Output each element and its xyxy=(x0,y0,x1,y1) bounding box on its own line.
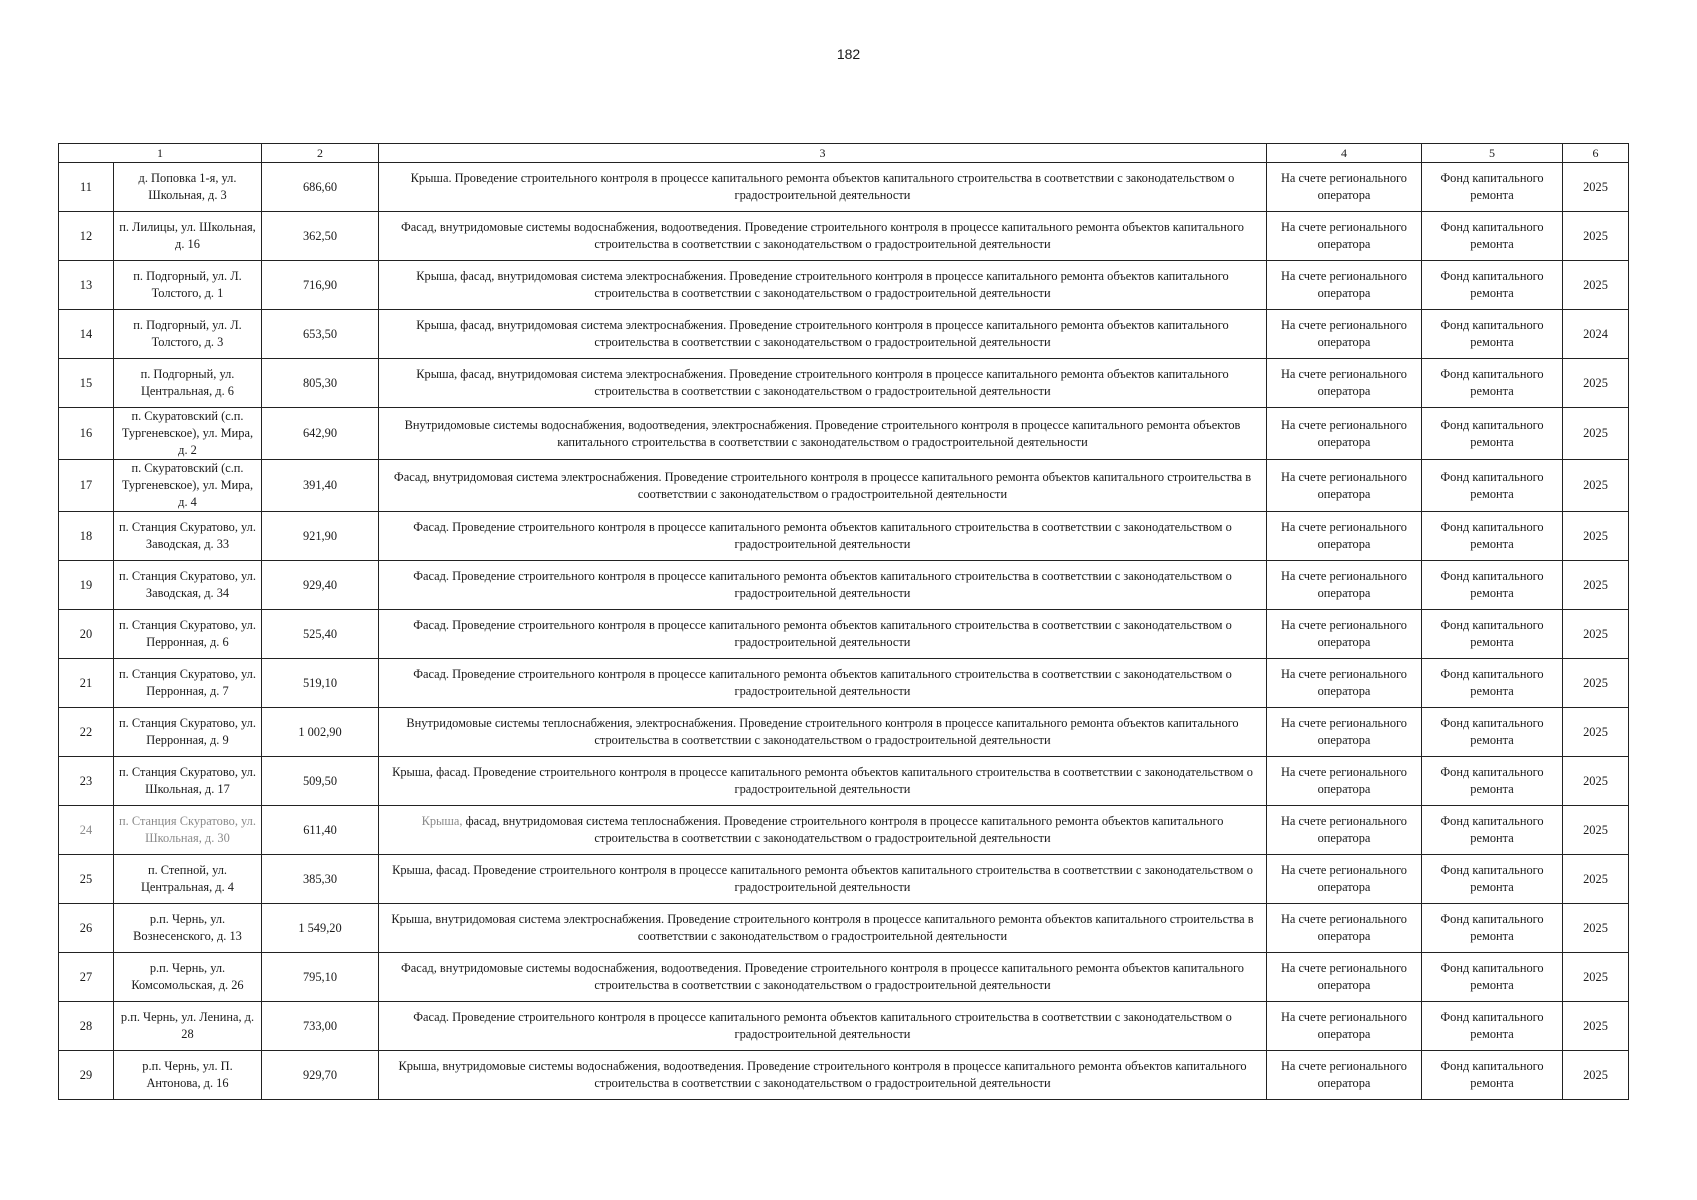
row-number: 17 xyxy=(59,460,114,512)
area-cell: 391,40 xyxy=(262,460,379,512)
area-cell: 1 002,90 xyxy=(262,708,379,757)
row-number: 23 xyxy=(59,757,114,806)
column-number-row xyxy=(59,144,1629,163)
address-cell: р.п. Чернь, ул. П. Антонова, д. 16 xyxy=(114,1051,262,1100)
works-prefix: Крыша, xyxy=(421,814,463,828)
account-cell: На счете регионального оператора xyxy=(1267,212,1422,261)
fund-cell: Фонд капитального ремонта xyxy=(1422,904,1563,953)
works-cell xyxy=(379,212,1267,261)
works-text: Фасад. Проведение строительного контроля в процессе капитального ремонта объектов капитального строительства в соответствии с законодательством о градостроительной деятельности xyxy=(413,569,1232,600)
works-text: Крыша, внутридомовые системы водоснабжения, водоотведения. Проведение строительного контроля в процессе капитального ремонта объектов капитального строительства в соответствии с законодательством о градостроительной деятельности xyxy=(398,1059,1247,1090)
account-cell: На счете регионального оператора xyxy=(1267,1002,1422,1051)
year-cell: 2025 xyxy=(1563,460,1629,512)
works-text: Фасад. Проведение строительного контроля в процессе капитального ремонта объектов капитального строительства в соответствии с законодательством о градостроительной деятельности xyxy=(413,667,1232,698)
address-cell: п. Подгорный, ул. Л. Толстого, д. 1 xyxy=(114,261,262,310)
fund-cell: Фонд капитального ремонта xyxy=(1422,408,1563,460)
area-cell: 686,60 xyxy=(262,163,379,212)
account-cell: На счете регионального оператора xyxy=(1267,757,1422,806)
row-number: 18 xyxy=(59,512,114,561)
area-cell: 929,70 xyxy=(262,1051,379,1100)
account-cell: На счете регионального оператора xyxy=(1267,855,1422,904)
address-cell: п. Подгорный, ул. Л. Толстого, д. 3 xyxy=(114,310,262,359)
fund-cell: Фонд капитального ремонта xyxy=(1422,212,1563,261)
works-cell xyxy=(379,953,1267,1002)
table-row xyxy=(59,310,1629,359)
fund-cell: Фонд капитального ремонта xyxy=(1422,953,1563,1002)
year-cell: 2025 xyxy=(1563,806,1629,855)
row-number: 13 xyxy=(59,261,114,310)
table-row xyxy=(59,1051,1629,1100)
works-text: Крыша, внутридомовая система электроснабжения. Проведение строительного контроля в процессе капитального ремонта объектов капитального строительства в соответствии с законодательством о градостроительной деятельности xyxy=(391,912,1254,943)
table-row xyxy=(59,212,1629,261)
account-cell: На счете регионального оператора xyxy=(1267,163,1422,212)
address-cell: п. Станция Скуратово, ул. Перронная, д. 7 xyxy=(114,659,262,708)
area-cell: 362,50 xyxy=(262,212,379,261)
row-number: 19 xyxy=(59,561,114,610)
address-cell: п. Лилицы, ул. Школьная, д. 16 xyxy=(114,212,262,261)
row-number: 12 xyxy=(59,212,114,261)
row-number: 24 xyxy=(59,806,114,855)
row-number: 22 xyxy=(59,708,114,757)
works-cell xyxy=(379,708,1267,757)
year-cell: 2025 xyxy=(1563,904,1629,953)
account-cell: На счете регионального оператора xyxy=(1267,561,1422,610)
table-row xyxy=(59,708,1629,757)
column-number: 4 xyxy=(1267,144,1422,163)
fund-cell: Фонд капитального ремонта xyxy=(1422,806,1563,855)
row-number: 20 xyxy=(59,610,114,659)
address-cell: п. Скуратовский (с.п. Тургеневское), ул. Мира, д. 2 xyxy=(114,408,262,460)
account-cell: На счете регионального оператора xyxy=(1267,512,1422,561)
fund-cell: Фонд капитального ремонта xyxy=(1422,708,1563,757)
year-cell: 2025 xyxy=(1563,1002,1629,1051)
account-cell: На счете регионального оператора xyxy=(1267,261,1422,310)
address-cell: р.п. Чернь, ул. Комсомольская, д. 26 xyxy=(114,953,262,1002)
address-cell: п. Подгорный, ул. Центральная, д. 6 xyxy=(114,359,262,408)
works-cell xyxy=(379,855,1267,904)
row-number: 11 xyxy=(59,163,114,212)
column-number: 2 xyxy=(262,144,379,163)
address-cell: п. Станция Скуратово, ул. Школьная, д. 17 xyxy=(114,757,262,806)
address-cell: р.п. Чернь, ул. Ленина, д. 28 xyxy=(114,1002,262,1051)
address-cell: п. Станция Скуратово, ул. Перронная, д. 9 xyxy=(114,708,262,757)
year-cell: 2025 xyxy=(1563,512,1629,561)
area-cell: 795,10 xyxy=(262,953,379,1002)
row-number: 29 xyxy=(59,1051,114,1100)
row-number: 26 xyxy=(59,904,114,953)
works-cell xyxy=(379,408,1267,460)
account-cell: На счете регионального оператора xyxy=(1267,708,1422,757)
capital-repair-table xyxy=(58,143,1629,1100)
fund-cell: Фонд капитального ремонта xyxy=(1422,1051,1563,1100)
row-number: 27 xyxy=(59,953,114,1002)
works-cell xyxy=(379,806,1267,855)
works-cell xyxy=(379,310,1267,359)
works-cell xyxy=(379,1002,1267,1051)
year-cell: 2024 xyxy=(1563,310,1629,359)
area-cell: 385,30 xyxy=(262,855,379,904)
area-cell: 733,00 xyxy=(262,1002,379,1051)
area-cell: 525,40 xyxy=(262,610,379,659)
table-row xyxy=(59,512,1629,561)
year-cell: 2025 xyxy=(1563,212,1629,261)
works-text: Фасад. Проведение строительного контроля в процессе капитального ремонта объектов капитального строительства в соответствии с законодательством о градостроительной деятельности xyxy=(413,618,1232,649)
works-cell xyxy=(379,757,1267,806)
address-cell: р.п. Чернь, ул. Вознесенского, д. 13 xyxy=(114,904,262,953)
works-text: Фасад. Проведение строительного контроля в процессе капитального ремонта объектов капитального строительства в соответствии с законодательством о градостроительной деятельности xyxy=(413,520,1232,551)
works-cell xyxy=(379,261,1267,310)
works-text: фасад, внутридомовая система теплоснабжения. Проведение строительного контроля в процессе капитального ремонта объектов капитального строительства в соответствии с законодательством о градостроительной деятельности xyxy=(462,814,1224,845)
account-cell: На счете регионального оператора xyxy=(1267,359,1422,408)
area-cell: 642,90 xyxy=(262,408,379,460)
account-cell: На счете регионального оператора xyxy=(1267,806,1422,855)
table-row xyxy=(59,561,1629,610)
row-number: 25 xyxy=(59,855,114,904)
works-cell xyxy=(379,512,1267,561)
area-cell: 716,90 xyxy=(262,261,379,310)
area-cell: 929,40 xyxy=(262,561,379,610)
works-text: Крыша, фасад. Проведение строительного контроля в процессе капитального ремонта объектов капитального строительства в соответствии с законодательством о градостроительной деятельности xyxy=(392,765,1253,796)
address-cell: п. Степной, ул. Центральная, д. 4 xyxy=(114,855,262,904)
works-cell xyxy=(379,1051,1267,1100)
table-row xyxy=(59,163,1629,212)
fund-cell: Фонд капитального ремонта xyxy=(1422,163,1563,212)
works-text: Фасад, внутридомовая система электроснабжения. Проведение строительного контроля в процессе капитального ремонта объектов капитального строительства в соответствии с законодательством о градостроительной деятельности xyxy=(393,469,1252,501)
column-number: 1 xyxy=(59,144,262,163)
row-number: 14 xyxy=(59,310,114,359)
works-text: Фасад. Проведение строительного контроля в процессе капитального ремонта объектов капитального строительства в соответствии с законодательством о градостроительной деятельности xyxy=(413,1010,1232,1041)
works-cell xyxy=(379,460,1267,512)
area-cell: 653,50 xyxy=(262,310,379,359)
table-row xyxy=(59,460,1629,512)
fund-cell: Фонд капитального ремонта xyxy=(1422,610,1563,659)
area-cell: 1 549,20 xyxy=(262,904,379,953)
fund-cell: Фонд капитального ремонта xyxy=(1422,757,1563,806)
works-cell xyxy=(379,659,1267,708)
works-text: Внутридомовые системы водоснабжения, водоотведения, электроснабжения. Проведение строительного контроля в процессе капитального ремонта объектов капитального строительства в соответствии с законодательством о градостроительной деятельности xyxy=(404,417,1241,449)
year-cell: 2025 xyxy=(1563,1051,1629,1100)
account-cell: На счете регионального оператора xyxy=(1267,953,1422,1002)
fund-cell: Фонд капитального ремонта xyxy=(1422,310,1563,359)
fund-cell: Фонд капитального ремонта xyxy=(1422,359,1563,408)
account-cell: На счете регионального оператора xyxy=(1267,460,1422,512)
area-cell: 509,50 xyxy=(262,757,379,806)
address-cell: п. Станция Скуратово, ул. Заводская, д. 34 xyxy=(114,561,262,610)
year-cell: 2025 xyxy=(1563,610,1629,659)
row-number: 15 xyxy=(59,359,114,408)
year-cell: 2025 xyxy=(1563,855,1629,904)
year-cell: 2025 xyxy=(1563,359,1629,408)
table-row xyxy=(59,806,1629,855)
table-row xyxy=(59,757,1629,806)
account-cell: На счете регионального оператора xyxy=(1267,310,1422,359)
table-row xyxy=(59,1002,1629,1051)
table-row xyxy=(59,659,1629,708)
year-cell: 2025 xyxy=(1563,408,1629,460)
fund-cell: Фонд капитального ремонта xyxy=(1422,855,1563,904)
table-row xyxy=(59,359,1629,408)
account-cell: На счете регионального оператора xyxy=(1267,659,1422,708)
area-cell: 519,10 xyxy=(262,659,379,708)
fund-cell: Фонд капитального ремонта xyxy=(1422,659,1563,708)
works-text: Фасад, внутридомовые системы водоснабжения, водоотведения. Проведение строительного контроля в процессе капитального ремонта объектов капитального строительства в соответствии с законодательством о градостроительной деятельности xyxy=(400,220,1245,251)
fund-cell: Фонд капитального ремонта xyxy=(1422,460,1563,512)
row-number: 16 xyxy=(59,408,114,460)
works-cell xyxy=(379,904,1267,953)
fund-cell: Фонд капитального ремонта xyxy=(1422,561,1563,610)
fund-cell: Фонд капитального ремонта xyxy=(1422,261,1563,310)
address-cell: п. Скуратовский (с.п. Тургеневское), ул. Мира, д. 4 xyxy=(114,460,262,512)
table-row xyxy=(59,953,1629,1002)
column-number: 6 xyxy=(1563,144,1629,163)
fund-cell: Фонд капитального ремонта xyxy=(1422,1002,1563,1051)
account-cell: На счете регионального оператора xyxy=(1267,408,1422,460)
year-cell: 2025 xyxy=(1563,261,1629,310)
table-row xyxy=(59,261,1629,310)
works-cell xyxy=(379,610,1267,659)
year-cell: 2025 xyxy=(1563,953,1629,1002)
column-number: 3 xyxy=(379,144,1267,163)
row-number: 21 xyxy=(59,659,114,708)
year-cell: 2025 xyxy=(1563,561,1629,610)
area-cell: 921,90 xyxy=(262,512,379,561)
account-cell: На счете регионального оператора xyxy=(1267,1051,1422,1100)
works-cell xyxy=(379,359,1267,408)
works-text: Крыша, фасад, внутридомовая система электроснабжения. Проведение строительного контроля в процессе капитального ремонта объектов капитального строительства в соответствии с законодательством о градостроительной деятельности xyxy=(416,269,1229,300)
year-cell: 2025 xyxy=(1563,757,1629,806)
table-row xyxy=(59,408,1629,460)
works-text: Крыша, фасад, внутридомовая система электроснабжения. Проведение строительного контроля в процессе капитального ремонта объектов капитального строительства в соответствии с законодательством о градостроительной деятельности xyxy=(416,318,1229,349)
area-cell: 805,30 xyxy=(262,359,379,408)
address-cell: п. Станция Скуратово, ул. Заводская, д. 33 xyxy=(114,512,262,561)
fund-cell: Фонд капитального ремонта xyxy=(1422,512,1563,561)
page-number: 182 xyxy=(836,46,861,62)
works-text: Крыша, фасад. Проведение строительного контроля в процессе капитального ремонта объектов капитального строительства в соответствии с законодательством о градостроительной деятельности xyxy=(392,863,1253,894)
table-row xyxy=(59,855,1629,904)
year-cell: 2025 xyxy=(1563,163,1629,212)
account-cell: На счете регионального оператора xyxy=(1267,904,1422,953)
column-number: 5 xyxy=(1422,144,1563,163)
row-number: 28 xyxy=(59,1002,114,1051)
works-text: Внутридомовые системы теплоснабжения, электроснабжения. Проведение строительного контроля в процессе капитального ремонта объектов капитального строительства в соответствии с законодательством о градостроительной деятельности xyxy=(406,716,1239,747)
address-cell: п. Станция Скуратово, ул. Школьная, д. 30 xyxy=(114,806,262,855)
address-cell: д. Поповка 1-я, ул. Школьная, д. 3 xyxy=(114,163,262,212)
table-row xyxy=(59,610,1629,659)
table-row xyxy=(59,904,1629,953)
table-body xyxy=(59,163,1629,1100)
area-cell: 611,40 xyxy=(262,806,379,855)
year-cell: 2025 xyxy=(1563,659,1629,708)
works-text: Фасад, внутридомовые системы водоснабжения, водоотведения. Проведение строительного контроля в процессе капитального ремонта объектов капитального строительства в соответствии с законодательством о градостроительной деятельности xyxy=(400,961,1245,992)
year-cell: 2025 xyxy=(1563,708,1629,757)
works-cell xyxy=(379,163,1267,212)
address-cell: п. Станция Скуратово, ул. Перронная, д. 6 xyxy=(114,610,262,659)
works-text: Крыша, фасад, внутридомовая система электроснабжения. Проведение строительного контроля в процессе капитального ремонта объектов капитального строительства в соответствии с законодательством о градостроительной деятельности xyxy=(416,367,1229,398)
works-text: Крыша. Проведение строительного контроля в процессе капитального ремонта объектов капитального строительства в соответствии с законодательством о градостроительной деятельности xyxy=(410,171,1235,202)
works-cell xyxy=(379,561,1267,610)
account-cell: На счете регионального оператора xyxy=(1267,610,1422,659)
